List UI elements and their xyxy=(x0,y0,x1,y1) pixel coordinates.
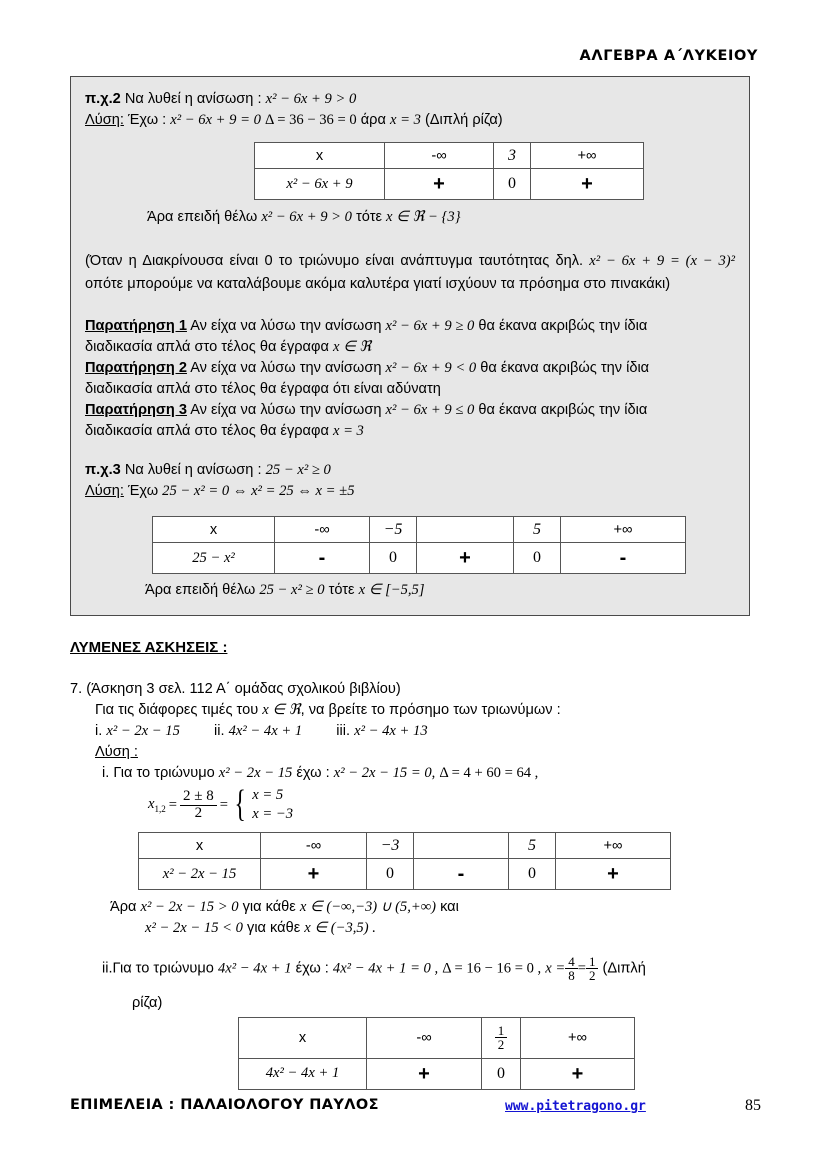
table-row-label: x² − 2x − 15 xyxy=(139,859,261,890)
example3-solution-intro: Έχω xyxy=(127,483,159,499)
item-i-expr: x² − 2x − 15 xyxy=(106,723,180,739)
remark-1-text-a: Αν είχα να λύσω την ανίσωση xyxy=(190,318,382,334)
concl2-forall: για κάθε xyxy=(247,920,301,936)
table-row xyxy=(239,1058,635,1089)
example3-tag: π.χ.3 xyxy=(85,462,121,478)
remark-2-line2-text: διαδικασία απλά στο τέλος θα έγραφα ότι είναι αδύνατη xyxy=(85,381,441,397)
table-header-root-1: −5 xyxy=(370,517,417,543)
part-ii-double-root-b-line xyxy=(132,993,770,1014)
example2-conclusion-prefix: Άρα επειδή θέλω xyxy=(147,209,258,225)
roots-fraction: $\frac{2 \pm 8}{2}$ xyxy=(180,789,217,821)
example3-conclusion-prefix: Άρα επειδή θέλω xyxy=(145,582,256,598)
page-footer xyxy=(70,1097,760,1121)
example-frame-box xyxy=(70,76,750,616)
remark-3-line2-text: διαδικασία απλά στο τέλος θα έγραφα xyxy=(85,423,329,439)
part-ii-lead-line xyxy=(102,955,770,983)
part-ii-root-prefix: x = xyxy=(545,960,566,977)
table-row-label: 25 − x² xyxy=(153,543,275,574)
table-sign-cell: - xyxy=(275,543,370,574)
exercise-prompt-a: Για τις διάφορες τιμές του xyxy=(95,702,259,718)
example2-statement-line xyxy=(85,89,735,110)
example2-inequality: x² − 6x + 9 > 0 xyxy=(265,91,357,107)
exercise-prompt-line xyxy=(95,700,770,721)
remark-1-line2-math: x ∈ ℜ xyxy=(332,339,372,355)
table-sign-cell: + xyxy=(261,859,367,890)
remark-3-title: Παρατήρηση 3 xyxy=(85,402,187,418)
example2-statement: Να λυθεί η ανίσωση : xyxy=(124,91,262,107)
table-header-pos-inf: +∞ xyxy=(556,833,671,859)
part-ii-frac-1: $\frac{4}{8}$ xyxy=(565,955,578,983)
note-line3: πρόσημα στο πινακάκι) xyxy=(518,276,671,292)
example3-chain: 25 − x² = 0 ⇔ x² = 25 ⇔ x = ±5 xyxy=(162,483,355,499)
part-ii-eq-sign: = xyxy=(577,960,586,977)
example3-inequality: 25 − x² ≥ 0 xyxy=(265,462,331,478)
table-row xyxy=(255,169,644,200)
table-row xyxy=(153,517,686,543)
header-fraction: $\frac{1}{2}$ xyxy=(495,1024,508,1052)
example2-ara: άρα xyxy=(360,112,386,128)
table-row xyxy=(255,143,644,169)
table-header-middle xyxy=(414,833,509,859)
table-header-x: x xyxy=(239,1017,367,1058)
part-i-echo: έχω : xyxy=(296,765,330,781)
part-i-trinomial: x² − 2x − 15 xyxy=(218,765,293,781)
solved-exercises-section xyxy=(70,637,770,1090)
table-sign-cell: - xyxy=(414,859,509,890)
remark-3-text-b: θα έκανα ακριβώς την ίδια xyxy=(478,402,648,418)
document-header: ΑΛΓΕΒΡΑ Α΄ΛΥΚΕΙΟΥ xyxy=(579,48,758,64)
example2-root-note: (Διπλή ρίζα) xyxy=(424,112,503,128)
table-header-neg-inf: -∞ xyxy=(367,1017,482,1058)
remark-3-math: x² − 6x + 9 ≤ 0 xyxy=(385,402,475,418)
exercise-items-line xyxy=(95,721,770,742)
remark-2-title: Παρατήρηση 2 xyxy=(85,360,187,376)
part-i-lead-line: i. Για το τριώνυμο x² − 2x − 15 έχω : x² − 2x − 15 = 0, Δ = 4 + 60 = 64 , xyxy=(102,765,539,781)
example3-statement-line xyxy=(85,460,735,481)
table-zero-cell: 0 xyxy=(509,859,556,890)
solved-heading: ΛΥΜΕΝΕΣ ΑΣΚΗΣΕΙΣ : xyxy=(70,639,228,656)
remark-1-line2 xyxy=(85,337,735,358)
concl1-forall: για κάθε xyxy=(242,899,296,915)
remark-2-line1 xyxy=(85,358,735,379)
solution-label: Λύση : xyxy=(95,744,138,760)
part-ii-double-root-b: ρίζα) xyxy=(132,994,163,1011)
table-sign-cell: + xyxy=(521,1058,635,1089)
item-i-num: i. xyxy=(95,723,103,739)
part-i-conclusion-2 xyxy=(145,918,770,939)
table-zero-cell: 0 xyxy=(367,859,414,890)
remark-1-line2-text: διαδικασία απλά στο τέλος θα έγραφα xyxy=(85,339,329,355)
example2-conclusion xyxy=(147,207,735,228)
example2-conclusion-ineq: x² − 6x + 9 > 0 xyxy=(261,209,352,225)
remark-1-title: Παρατήρηση 1 xyxy=(85,318,187,334)
identity-note xyxy=(85,250,735,296)
remark-1-text-b: θα έκανα ακριβώς την ίδια xyxy=(478,318,648,334)
example3-conclusion xyxy=(145,580,735,601)
sign-table-example2 xyxy=(254,142,644,200)
table-zero-cell: 0 xyxy=(494,169,531,200)
part-ii-trinomial: 4x² − 4x + 1 xyxy=(217,960,292,977)
table-sign-cell: + xyxy=(367,1058,482,1089)
table-zero-cell: 0 xyxy=(370,543,417,574)
table-header-root: 3 xyxy=(494,143,531,169)
table-row-label: 4x² − 4x + 1 xyxy=(239,1058,367,1089)
table-header-root-fraction xyxy=(482,1017,521,1058)
example3-conclusion-ineq: 25 − x² ≥ 0 xyxy=(259,582,325,598)
exercise-prompt-b: , να βρείτε το πρόσημο των τριωνύμων : xyxy=(300,702,561,718)
table-sign-cell: - xyxy=(561,543,686,574)
part-ii-double-root-a: (Διπλή xyxy=(602,960,646,977)
exercise-reference-line xyxy=(70,679,770,700)
part-i-conclusion-1 xyxy=(110,897,770,918)
table-header-root-2: 5 xyxy=(509,833,556,859)
table-header-x: x xyxy=(255,143,385,169)
root-2: x = −3 xyxy=(252,806,294,822)
table-header-middle xyxy=(417,517,514,543)
table-sign-cell: + xyxy=(385,169,494,200)
roots-label: $x_{1,2}$ xyxy=(148,796,166,814)
example2-solution-label: Λύση: xyxy=(85,112,124,128)
table-header-x: x xyxy=(139,833,261,859)
example3-statement: Να λυθεί η ανίσωση : xyxy=(124,462,262,478)
table-header-pos-inf: +∞ xyxy=(531,143,644,169)
part-i-discriminant: Δ = 4 + 60 = 64 , xyxy=(439,765,539,781)
footer-credit: ΕΠΙΜΕΛΕΙΑ : ΠΑΛΑΙΟΛΟΓΟΥ ΠΑΥΛΟΣ xyxy=(70,1097,379,1113)
concl1-and: και xyxy=(440,899,459,915)
table-header-neg-inf: -∞ xyxy=(261,833,367,859)
footer-page-number: 85 xyxy=(745,1097,761,1114)
remark-2-text-a: Αν είχα να λύσω την ανίσωση xyxy=(190,360,382,376)
item-ii-num: ii. xyxy=(214,723,225,739)
part-ii-equation: 4x² − 4x + 1 = 0 , xyxy=(332,960,439,977)
table-header-root-1: −3 xyxy=(367,833,414,859)
part-ii-discriminant: Δ = 16 − 16 = 0 , xyxy=(442,960,542,977)
sign-table-example3 xyxy=(152,516,686,574)
note-line2: οπότε μπορούμε να καταλάβουμε ακόμα καλυτέρα γιατί ισχύουν τα xyxy=(85,276,515,292)
example3-conclusion-tote: τότε xyxy=(328,582,355,598)
table-row xyxy=(239,1017,635,1058)
table-header-neg-inf: -∞ xyxy=(275,517,370,543)
table-sign-cell: + xyxy=(531,169,644,200)
item-ii-expr: 4x² − 4x + 1 xyxy=(228,723,303,739)
brace-icon: { xyxy=(234,783,246,826)
table-zero-cell: 0 xyxy=(482,1058,521,1089)
table-row xyxy=(153,543,686,574)
example2-solution-line xyxy=(85,110,735,131)
concl1-set: x ∈ (−∞,−3) ∪ (5,+∞) xyxy=(299,899,436,915)
sign-table-part-i xyxy=(138,832,671,890)
remark-3-line2-math: x = 3 xyxy=(332,423,364,439)
remark-3-line1 xyxy=(85,400,735,421)
example3-solution-line xyxy=(85,481,735,502)
table-row xyxy=(139,859,671,890)
example2-conclusion-tote: τότε xyxy=(356,209,382,225)
remark-1-math: x² − 6x + 9 ≥ 0 xyxy=(385,318,475,334)
table-row-label: x² − 6x + 9 xyxy=(255,169,385,200)
example2-solution-intro: Έχω : xyxy=(127,112,167,128)
remark-1-line1 xyxy=(85,316,735,337)
part-ii-frac-2: $\frac{1}{2}$ xyxy=(586,955,599,983)
table-header-neg-inf: -∞ xyxy=(385,143,494,169)
remark-3-text-a: Αν είχα να λύσω την ανίσωση xyxy=(190,402,382,418)
concl2-set: x ∈ (−3,5) . xyxy=(304,920,376,936)
root-1: x = 5 xyxy=(252,787,284,803)
table-sign-cell: + xyxy=(417,543,514,574)
part-i-lead: i. Για το τριώνυμο xyxy=(102,765,215,781)
example3-solution-label: Λύση: xyxy=(85,483,124,499)
exercise-number: 7. xyxy=(70,681,83,697)
table-header-pos-inf: +∞ xyxy=(521,1017,635,1058)
remark-2-text-b: θα έκανα ακριβώς την ίδια xyxy=(480,360,650,376)
sign-table-part-ii xyxy=(238,1017,635,1090)
footer-website-link[interactable]: www.pitetragono.gr xyxy=(505,1099,646,1114)
concl1-math: x² − 2x − 15 > 0 xyxy=(140,899,239,915)
exercise-prompt-math: x ∈ ℜ xyxy=(262,702,301,718)
remark-3-line2 xyxy=(85,421,735,442)
table-header-x: x xyxy=(153,517,275,543)
concl1-ara: Άρα xyxy=(110,899,137,915)
example2-conclusion-set: x ∈ ℜ − {3} xyxy=(386,209,461,225)
example2-tag: π.χ.2 xyxy=(85,91,121,107)
table-header-pos-inf: +∞ xyxy=(561,517,686,543)
part-i-equation: x² − 2x − 15 = 0 xyxy=(333,765,432,781)
table-zero-cell: 0 xyxy=(514,543,561,574)
remark-2-math: x² − 6x + 9 < 0 xyxy=(385,360,477,376)
item-iii-num: iii. xyxy=(336,723,351,739)
part-i-roots: $x_{1,2}$ = $\frac{2 \pm 8}{2}$ = { x = 5 x = −3 xyxy=(148,783,294,826)
part-ii-lead: ii.Για το τριώνυμο xyxy=(102,960,214,977)
table-row xyxy=(139,833,671,859)
example2-root: x = 3 xyxy=(389,112,421,128)
example2-discriminant: Δ = 36 − 36 = 0 xyxy=(264,112,357,128)
part-ii-echo: έχω : xyxy=(295,960,329,977)
example3-conclusion-set: x ∈ [−5,5] xyxy=(358,582,425,598)
concl2-math: x² − 2x − 15 < 0 xyxy=(145,920,243,936)
note-line1: (Όταν η Διακρίνουσα είναι 0 το τριώνυμο είναι ανάπτυγμα ταυτότητας δηλ. xyxy=(85,253,584,269)
note-identity: x² − 6x + 9 = (x − 3)² xyxy=(589,253,735,269)
table-sign-cell: + xyxy=(556,859,671,890)
table-header-root-2: 5 xyxy=(514,517,561,543)
remark-2-line2 xyxy=(85,379,735,400)
example2-equation: x² − 6x + 9 = 0 xyxy=(170,112,261,128)
exercise-reference: (Άσκηση 3 σελ. 112 Α΄ ομάδας σχολικού βιβλίου) xyxy=(86,681,401,697)
item-iii-expr: x² − 4x + 13 xyxy=(354,723,428,739)
